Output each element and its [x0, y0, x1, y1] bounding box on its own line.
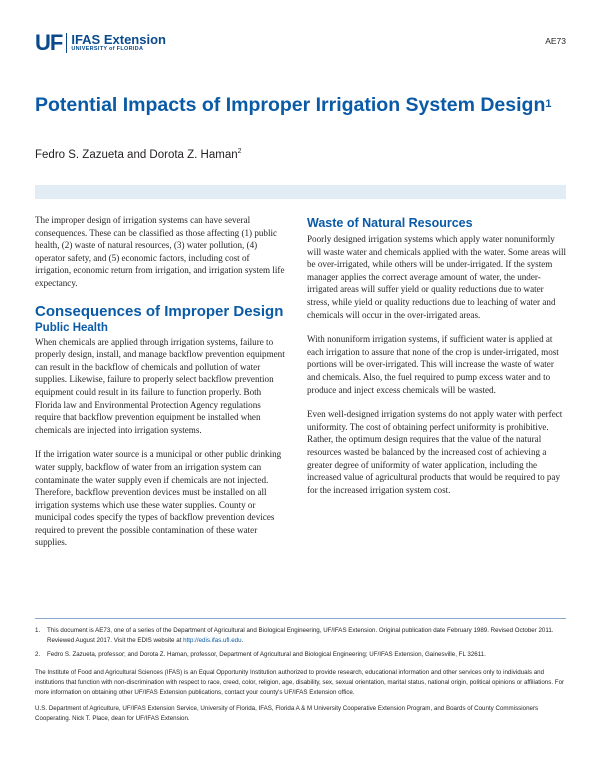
- logo-divider: [66, 33, 67, 53]
- public-health-paragraph-1: When chemicals are applied through irrigation systems, failure to properly design, install, and manage backflow prevention equipment can result in the backflow of chemicals and pollution of water supplies. Likewise, failure to properly select backflow prevention equipment could result in its failure to function properly. Both Florida law and Environmental Protection Agency regulations require that backflow prevention equipment be installed when chemicals are injected into irrigation systems.: [35, 336, 285, 435]
- authors-footnote-marker: 2: [237, 148, 242, 155]
- edis-website-link[interactable]: http://edis.ifas.ufl.edu: [183, 637, 242, 644]
- logo-ifas-text: IFAS Extension: [71, 32, 166, 47]
- logo-university-text: UNIVERSITY of FLORIDA: [71, 46, 144, 52]
- waste-paragraph-3: Even well-designed irrigation systems do not apply water with perfect uniformity. The cost of obtaining perfect uniformity is prohibitive. Rather, the optimum design requires that the value of the natural resources wasted be balanced by the increased cost of achieving a greater degree of uniformity of water application, including the increased value of agricultural products that would be required to pay for the increased irrigation system cost.: [307, 409, 563, 495]
- logo-uf-mark: UF: [35, 30, 63, 55]
- public-health-paragraph-2: If the irrigation water source is a municipal or other public drinking water supply, backflow of water from an irrigation system can contaminate the water supply even if chemicals are not injected. Therefore, backflow prevention devices must be installed on all irrigation systems which use these water supplies. County or municipal codes specify the types of backflow prevention devices required to prevent the possible contamination of these water supplies.: [35, 449, 282, 548]
- heading-waste-of-natural-resources: Waste of Natural Resources: [307, 216, 473, 230]
- waste-paragraph-1: Poorly designed irrigation systems which apply water nonuniformly will waste water and chemicals applied with the water. Some areas will be over-irrigated, while others will be under-irrigated. If the system manager applies the correct average amount of water, the under-irrigated areas will suffer yield or quality reductions due to water stress, while yield or quality reductions due to leaching of water and chemicals will occur in the over-irrigated areas.: [307, 234, 567, 320]
- intro-paragraph: The improper design of irrigation systems can have several consequences. These can be classified as those affecting (1) public health, (2) waste of natural resources, (3) water pollution, (4) operator safety, and (5) economic factors, including cost of irrigation, economic return from irrigation, and irrigation system life expectancy.: [35, 215, 285, 288]
- ifas-logo: [35, 32, 166, 54]
- equal-opportunity-statement: The Institute of Food and Agricultural Sciences (IFAS) is an Equal Opportunity Institution authorized to provide research, educational information and other services only to individuals and institutions that function with non-discrimination with respect to race, creed, color, religion, age, disability, sex, sexual orientation, marital status, national origin, political opinions or affiliations. For more information on obtaining other UF/IFAS Extension publications, contact your county's UF/IFAS Extension office.: [35, 669, 565, 696]
- page-title: Potential Impacts of Improper Irrigation System Design$^1$: [35, 94, 552, 116]
- footnotes: [35, 626, 566, 730]
- authors: Fedro S. Zazueta and Dorota Z. Haman$^2$: [35, 148, 242, 161]
- disclaimer: [35, 668, 566, 724]
- document-id: AE73: [545, 36, 566, 46]
- cooperating-agencies-statement: U.S. Department of Agriculture, UF/IFAS Extension Service, University of Florida, IFAS, Florida A & M University Cooperative Extension Program, and Boards of County Commissioners Cooperating. Nick T. Place, dean for UF/IFAS Extension.: [35, 705, 539, 722]
- header-banner: [35, 185, 566, 199]
- footnote-2: 2. Fedro S. Zazueta, professor; and Dorota Z. Haman, professor, Department of Agricultural and Biological Engineering; UF/IFAS Extension, Gainesville, FL 32611.: [35, 651, 486, 658]
- left-column: [35, 214, 285, 549]
- heading-consequences: Consequences of Improper Design: [35, 302, 284, 320]
- right-column: [307, 216, 567, 496]
- title-footnote-marker: 1: [545, 98, 552, 110]
- waste-paragraph-2: With nonuniform irrigation systems, if sufficient water is applied at each irrigation to assure that none of the crop is under-irrigated, most portions will be over-irrigated. This will increase the waste of water and chemicals. Also, the fuel required to pump excess water and to produce and inject excess chemicals will be wasted.: [307, 334, 559, 395]
- footnote-divider: [35, 618, 566, 619]
- heading-public-health: Public Health: [35, 321, 108, 334]
- footnote-1: 1. This document is AE73, one of a series of the Department of Agricultural and Biological Engineering, UF/IFAS Extension. Original publication date February 1989. Revised October 2011. Reviewed August 2017. Visit the EDIS website at http://edis.ifas.ufl.edu.: [35, 627, 554, 644]
